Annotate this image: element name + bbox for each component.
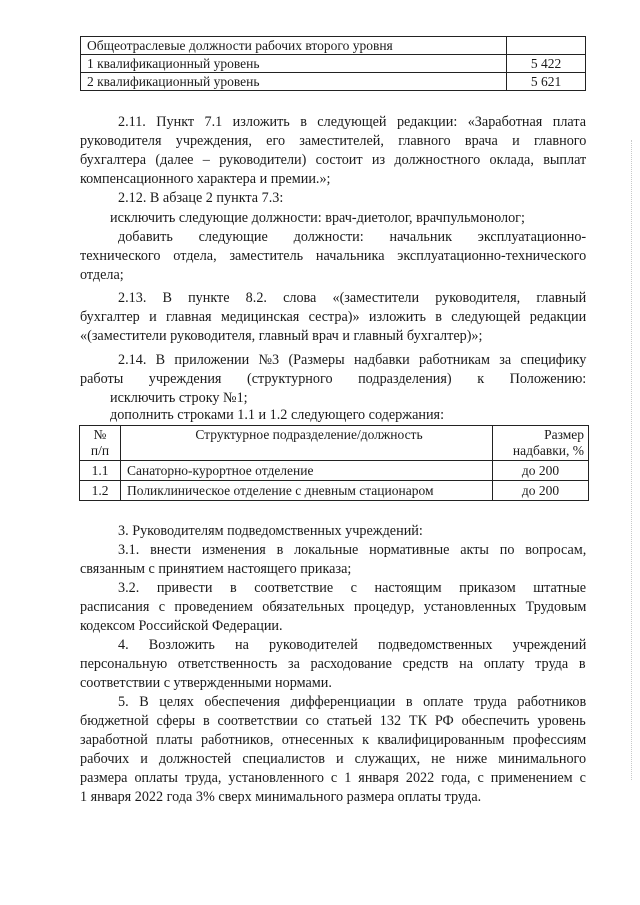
section-5-line: размера оплаты труда, установленного с 1 января 2022 года, с применением с — [80, 770, 586, 786]
table-row — [81, 55, 586, 73]
col-header-num — [80, 426, 121, 461]
section-4-line: персональную ответственность за расходование средств на оплату труда в — [80, 656, 586, 672]
para-2-14-line: дополнить строками 1.1 и 1.2 следующего содержания: — [110, 407, 445, 423]
level-value: 5 422 — [507, 55, 586, 73]
table-cell-empty — [507, 37, 586, 55]
section-3-line: 3. Руководителям подведомственных учреждений: — [118, 523, 423, 539]
level-label: 2 квалификационный уровень — [81, 73, 507, 91]
section-3-line: кодексом Российской Федерации. — [80, 618, 283, 634]
row-value: до 200 — [493, 481, 589, 501]
section-4-line: соответствии с утвержденными нормами. — [80, 675, 332, 691]
para-2-11-line: 2.11. Пункт 7.1 изложить в следующей редакции: «Заработная плата — [118, 114, 587, 130]
row-num: 1.1 — [80, 461, 121, 481]
section-3-line: связанным с принятием настоящего приказа; — [80, 561, 352, 577]
para-2-12-line: технического отдела, заместитель начальника эксплуатационно-технического — [80, 248, 587, 264]
col-header-num-line2: п/п — [90, 443, 110, 458]
para-2-13-line: «(заместители руководителя, главный врач и главный бухгалтер)»; — [80, 328, 483, 344]
row-dept: Санаторно-курортное отделение — [121, 461, 493, 481]
table-row — [80, 481, 589, 501]
row-dept: Поликлиническое отделение с дневным стационаром — [121, 481, 493, 501]
para-2-14-line: исключить строку №1; — [110, 390, 248, 406]
col-header-num-line1: № — [93, 427, 107, 442]
section-5-line: 5. В целях обеспечения дифференциации в оплате труда работников — [118, 694, 587, 710]
para-2-12-line: добавить следующие должности: начальник эксплуатационно- — [118, 229, 587, 245]
table-row — [81, 37, 586, 55]
table-header-row — [80, 426, 589, 461]
para-2-13-line: бухгалтер и главная медицинская сестра)» изложить в следующей редакции — [80, 309, 587, 325]
para-2-11-line: руководителя учреждения, его заместителей, главного врача и главного — [80, 133, 587, 149]
para-2-12-line: отдела; — [80, 267, 124, 283]
para-2-12-line: исключить следующие должности: врач-диетолог, врачпульмонолог; — [110, 210, 525, 226]
section-3-line: 3.1. внести изменения в локальные нормативные акты по вопросам, — [118, 542, 587, 558]
section-3-line: расписания с проведением обязательных процедур, установленных Трудовым — [80, 599, 587, 615]
col-header-value — [493, 426, 589, 461]
col-header-value-line1: Размер — [544, 427, 584, 442]
level-label: 1 квалификационный уровень — [81, 55, 507, 73]
table-row — [80, 461, 589, 481]
row-value: до 200 — [493, 461, 589, 481]
salary-levels-table — [80, 36, 586, 91]
section-5-line: рабочих и должностей специалистов и служащих, не ниже минимального — [80, 751, 587, 767]
section-4-line: 4. Возложить на руководителей подведомственных учреждений — [118, 637, 587, 653]
bonus-table — [79, 425, 589, 501]
section-5-line: бюджетной сферы в соответствии со статьей 132 ТК РФ обеспечить уровень — [80, 713, 586, 729]
scan-margin-dots — [630, 140, 632, 780]
table-header-cell: Общеотраслевые должности рабочих второго уровня — [81, 37, 507, 55]
table-row — [81, 73, 586, 91]
para-2-13-line: 2.13. В пункте 8.2. слова «(заместители руководителя, главный — [118, 290, 587, 306]
para-2-14-line: 2.14. В приложении №3 (Размеры надбавки работникам за специфику — [118, 352, 587, 368]
para-2-11-line: компенсационного характера и премии.»; — [80, 171, 331, 187]
row-num: 1.2 — [80, 481, 121, 501]
level-value: 5 621 — [507, 73, 586, 91]
section-5-line: 1 января 2022 года 3% сверх минимального размера оплаты труда. — [80, 789, 482, 805]
col-header-value-line2: надбавки, % — [512, 443, 584, 458]
section-3-line: 3.2. привести в соответствие с настоящим приказом штатные — [118, 580, 587, 596]
col-header-dept: Структурное подразделение/должность — [121, 426, 493, 461]
para-2-12-line: 2.12. В абзаце 2 пункта 7.3: — [118, 190, 284, 206]
section-5-line: заработной платы работников, отнесенных к квалифицированным профессиям — [80, 732, 587, 748]
para-2-14-line: работы учреждения (структурного подразделения) к Положению: — [80, 371, 587, 387]
para-2-11-line: бухгалтера (далее – руководители) состоит из должностного оклада, выплат — [80, 152, 587, 168]
